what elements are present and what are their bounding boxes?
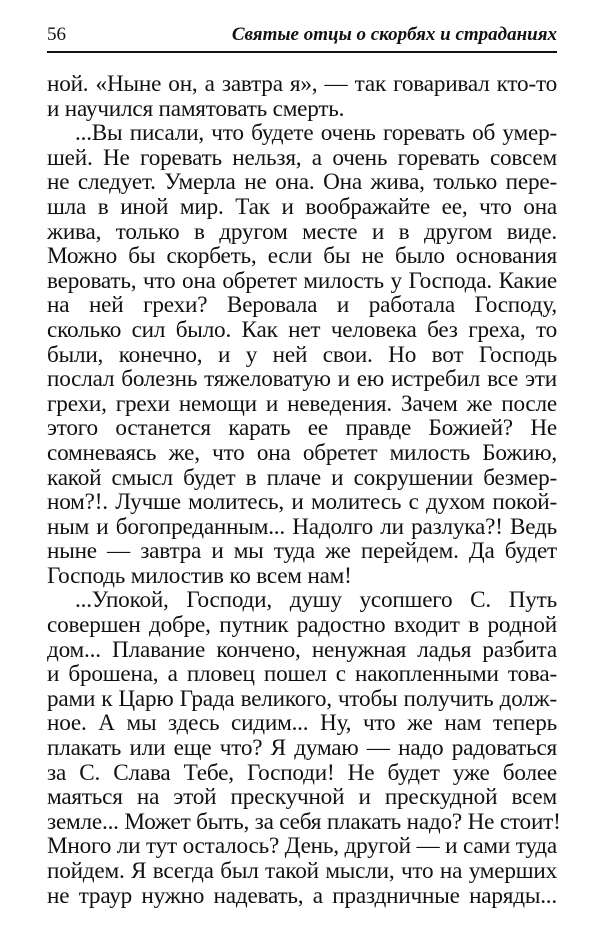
text-line: ...Упокой, Господи, душу усопшего С. Путь [75,587,557,614]
text-line: ной. «Ныне он, а завтра я», — так говаривал кто-то [47,71,557,97]
text-line: ном?!. Лучше молитесь, и молитесь с духом покой- [47,489,557,516]
text-line: ное. А мы здесь сидим... Ну, что же нам теперь [47,710,557,737]
text-line: ...Вы писали, что будете очень горевать об умер- [75,120,557,147]
text-line: пойдем. Я всегда был такой мысли, что на умерших [47,858,557,884]
text-line: и научился памятовать смерть. [47,95,345,122]
running-title: Святые отцы о скорбях и страданиях [231,24,557,45]
text-line: этого останется карать ее правде Божией? Не [47,415,557,442]
text-line: сколько сил было. Как нет человека без греха, то [47,316,557,343]
text-line: не траур нужно надевать, а праздничные наряды... [47,882,557,909]
text-line: на ней грехи? Веровала и работала Господу, [47,292,557,319]
text-line: дом... Плавание кончено, ненужная ладья разбита [47,636,557,663]
text-line: веровать, что она обретет милость у Господа. Какие [47,267,557,294]
text-line: маяться на этой прескучной и прескудной всем [47,784,557,811]
text-line: Много ли тут осталось? День, другой — и сами туда [47,833,557,860]
text-line: какой смысл будет в плаче и сокрушении безмер- [47,464,557,491]
text-line: шла в иной мир. Так и воображайте ее, что она [47,193,557,220]
text-line: Можно бы скорбеть, если бы не было основания [47,243,557,270]
text-line: земле... Может быть, за себя плакать надо? Не стоит! [47,808,561,835]
text-line: ныне — завтра и мы туда же перейдем. Да будет [47,538,557,565]
text-line: рами к Царю Града великого, чтобы получить долж- [47,685,557,712]
text-line: совершен добре, путник радостно входит в родной [47,612,557,639]
text-line: не следует. Умерла не она. Она жива, только пере- [47,169,557,196]
text-line: ным и богопреданным... Надолго ли разлука?! Ведь [47,513,557,540]
page-body-text [47,71,561,909]
text-line: были, конечно, и у ней свои. Но вот Господь [47,341,557,368]
running-header [47,20,557,48]
text-line: за С. Слава Тебе, Господи! Не будет уже более [47,759,557,786]
text-line: грехи, грехи немощи и неведения. Зачем же после [47,390,557,417]
text-line: послал болезнь тяжеловатую и ею истребил все эти [47,366,557,393]
text-line: шей. Не горевать нельзя, а очень горевать совсем [47,144,557,171]
text-line: плакать или еще что? Я думаю — надо радоваться [47,735,557,762]
text-line: сомневаясь же, что она обретет милость Божию, [47,439,557,466]
text-line: и брошена, а пловец пошел с накопленными това- [47,661,557,688]
text-line: жива, только в другом месте и в другом виде. [47,218,557,245]
page-number: 56 [47,24,66,45]
header-rule [47,51,557,53]
text-line: Господь милостив ко всем нам! [47,562,352,589]
